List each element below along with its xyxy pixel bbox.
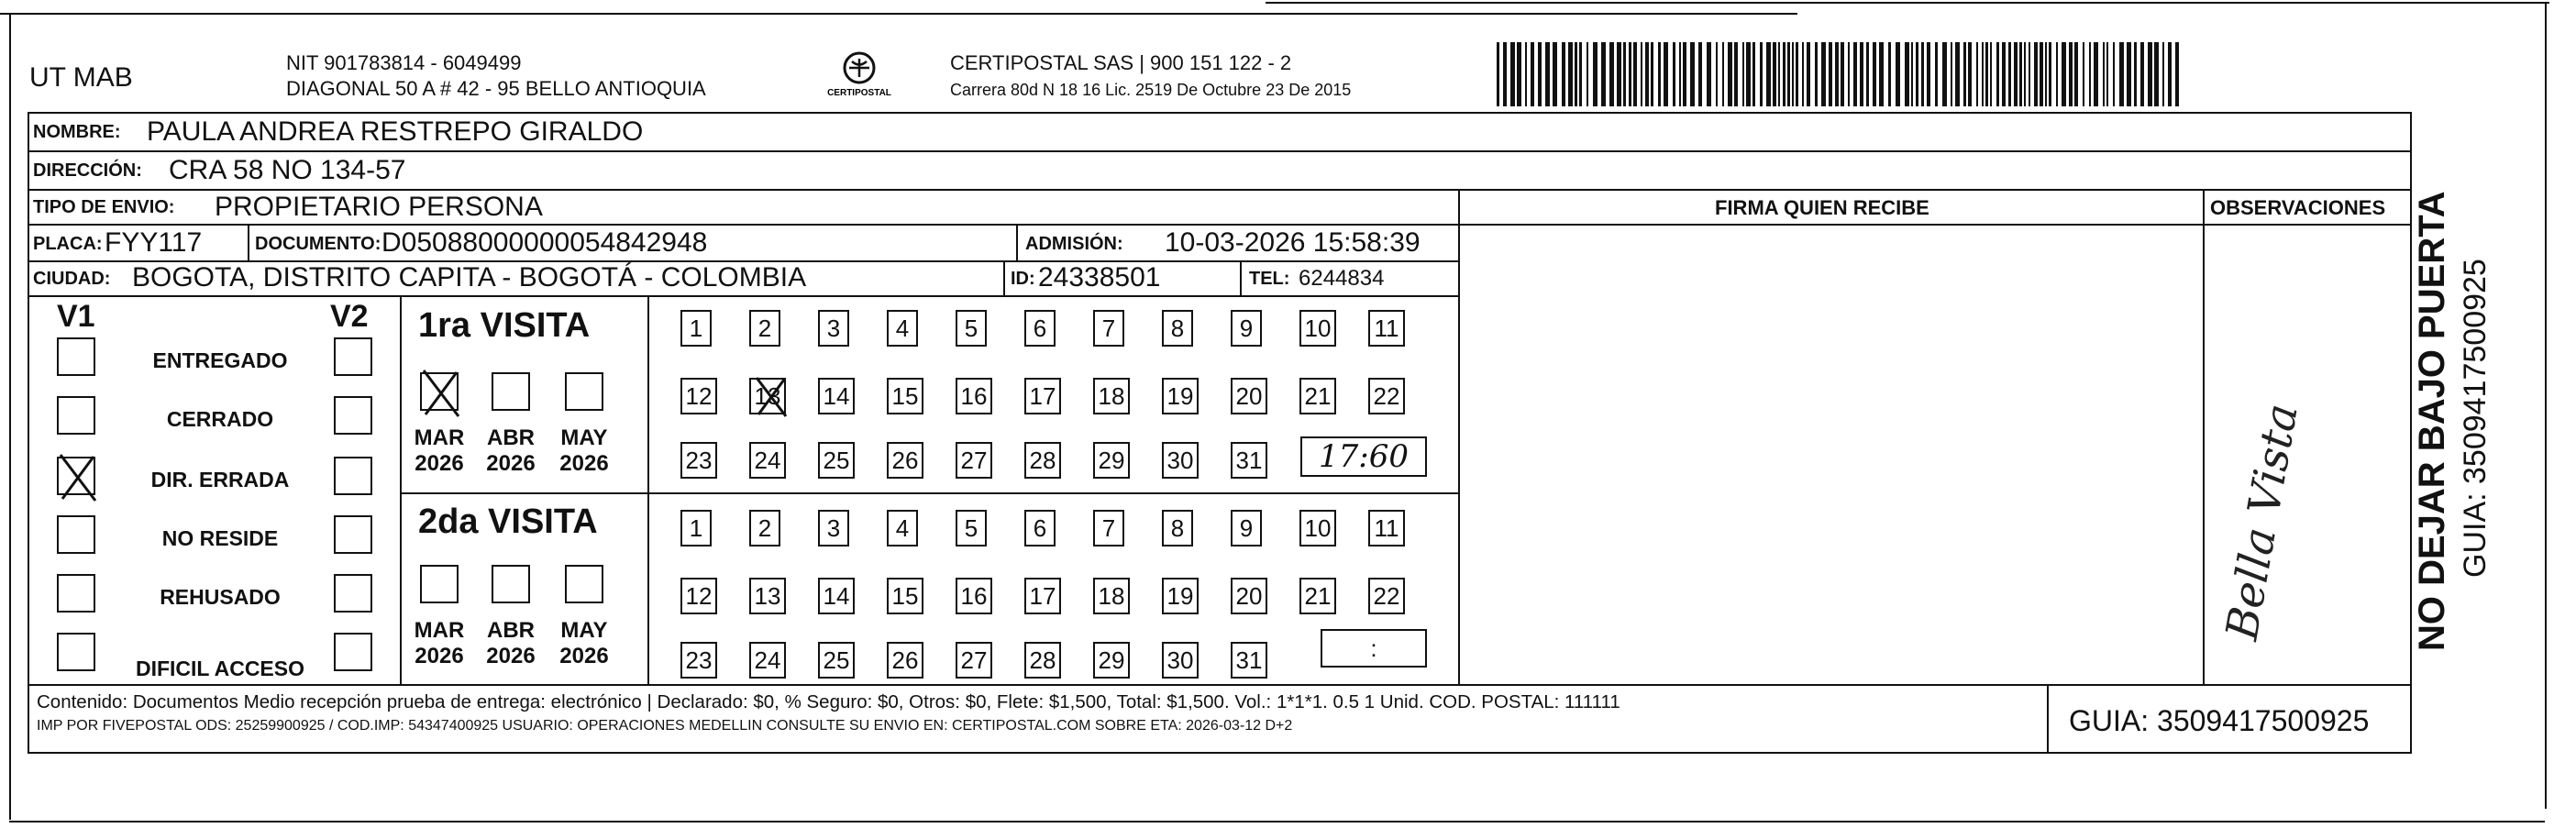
v2-header: V2	[330, 299, 369, 334]
barcode-bar	[2140, 42, 2144, 106]
barcode-bar	[1963, 42, 1966, 106]
barcode-bar	[1545, 42, 1550, 106]
barcode-bar	[1707, 42, 1711, 106]
barcode-bar	[1633, 42, 1637, 106]
barcode-bar	[1698, 42, 1702, 106]
v2-checkbox-no-reside[interactable]	[334, 515, 372, 554]
second-visit-label: 2da VISITA	[418, 502, 598, 541]
barcode-bar	[1802, 42, 1804, 106]
days-1-day-12[interactable]: 12	[680, 378, 717, 414]
days-1-day-23[interactable]: 23	[680, 442, 717, 479]
barcode-bar	[1497, 42, 1499, 106]
barcode-bar	[1976, 42, 1978, 106]
svg-text:CERTIPOSTAL: CERTIPOSTAL	[827, 88, 891, 98]
days-2-day-22[interactable]: 22	[1368, 578, 1405, 614]
days-2-day-17[interactable]: 17	[1024, 578, 1061, 614]
barcode-bar	[1807, 42, 1810, 106]
days-2-day-20[interactable]: 20	[1231, 578, 1267, 614]
barcode-bar	[1510, 42, 1515, 106]
months-1-year-abr: 2026	[486, 451, 536, 476]
days-1-day-7[interactable]: 7	[1093, 310, 1124, 347]
barcode-bar	[2029, 42, 2030, 106]
barcode-bar	[1517, 42, 1521, 106]
barcode-bar	[1866, 42, 1869, 106]
v1-checkbox-dificil-acceso[interactable]	[57, 633, 95, 671]
days-1-day-4[interactable]: 4	[887, 310, 918, 347]
tipo-envio-value: PROPIETARIO PERSONA	[215, 192, 543, 222]
barcode-bar	[1673, 42, 1675, 106]
status-label-entregado: ENTREGADO	[152, 348, 288, 372]
barcode	[1497, 42, 2180, 106]
months-1-checkbox-may[interactable]	[565, 372, 603, 411]
barcode-bar	[2106, 42, 2108, 106]
barcode-bar	[1815, 42, 1818, 106]
barcode-bar	[1538, 42, 1542, 106]
barcode-bar	[2094, 42, 2098, 106]
days-2-day-18[interactable]: 18	[1093, 578, 1130, 614]
barcode-bar	[2103, 42, 2105, 106]
days-1-day-27[interactable]: 27	[956, 442, 992, 479]
barcode-bar	[1645, 42, 1649, 106]
days-1-day-31[interactable]: 31	[1231, 442, 1267, 479]
days-1-day-30[interactable]: 30	[1162, 442, 1199, 479]
months-1-checkbox-abr[interactable]	[492, 372, 530, 411]
barcode-bar	[2074, 42, 2078, 106]
months-1-label-may: MAY	[560, 425, 608, 450]
top-border	[0, 13, 1797, 15]
time-placeholder-2: :	[1370, 634, 1377, 662]
right-border	[2545, 2, 2547, 809]
months-2-checkbox-may[interactable]	[565, 565, 603, 603]
v1-checkbox-entregado[interactable]	[57, 337, 95, 376]
barcode-bar	[2083, 42, 2084, 106]
days-2-day-7[interactable]: 7	[1093, 510, 1124, 546]
barcode-bar	[1942, 42, 1947, 106]
barcode-bar	[1773, 42, 1776, 106]
months-2-year-mar: 2026	[415, 644, 464, 668]
barcode-bar	[1766, 42, 1771, 106]
days-1-day-20[interactable]: 20	[1231, 378, 1267, 414]
v2-checkbox-entregado[interactable]	[334, 337, 372, 376]
barcode-bar	[1783, 42, 1786, 106]
status-label-rehusado: REHUSADO	[160, 585, 281, 609]
days-1-day-28[interactable]: 28	[1024, 442, 1061, 479]
admision-value: 10-03-2026 15:58:39	[1165, 227, 1421, 258]
barcode-bar	[2056, 42, 2058, 106]
days-2-day-15[interactable]: 15	[887, 578, 923, 614]
days-2-day-27[interactable]: 27	[956, 642, 992, 679]
barcode-bar	[1879, 42, 1884, 106]
days-2-day-11[interactable]: 11	[1368, 510, 1405, 546]
days-2-day-24[interactable]: 24	[749, 642, 786, 679]
barcode-bar	[2148, 42, 2152, 106]
left-border	[9, 13, 11, 820]
days-1-day-10[interactable]: 10	[1299, 310, 1336, 347]
days-1-day-15[interactable]: 15	[887, 378, 923, 414]
barcode-bar	[1796, 42, 1798, 106]
status-label-no-reside: NO RESIDE	[161, 526, 279, 550]
barcode-bar	[1752, 42, 1755, 106]
documento-value: D05088000000054842948	[381, 227, 708, 258]
barcode-bar	[1531, 42, 1534, 106]
months-2-checkbox-abr[interactable]	[492, 565, 530, 603]
barcode-bar	[2069, 42, 2073, 106]
barcode-bar	[1896, 42, 1900, 106]
days-2-day-13[interactable]: 13	[749, 578, 786, 614]
barcode-bar	[2040, 42, 2043, 106]
days-1-day-18[interactable]: 18	[1093, 378, 1130, 414]
days-2-day-28[interactable]: 28	[1024, 642, 1061, 679]
barcode-bar	[1641, 42, 1642, 106]
barcode-bar	[1990, 42, 1992, 106]
months-1-checkbox-mar[interactable]	[420, 372, 459, 411]
days-2-day-31[interactable]: 31	[1231, 642, 1267, 679]
barcode-bar	[2062, 42, 2066, 106]
barcode-bar	[1562, 42, 1565, 106]
status-label-dir-errada: DIR. ERRADA	[150, 468, 290, 491]
bottom-border	[9, 821, 2545, 822]
barcode-bar	[1935, 42, 1938, 106]
barcode-bar	[2045, 42, 2047, 106]
days-2-day-10[interactable]: 10	[1299, 510, 1336, 546]
direccion-value: CRA 58 NO 134-57	[169, 155, 406, 185]
carrier-line2: Carrera 80d N 18 16 Lic. 2519 De Octubre 23 De 2015	[950, 81, 1352, 99]
months-2-label-mar: MAR	[414, 618, 465, 643]
signature	[2201, 367, 2308, 660]
barcode-bar	[2175, 42, 2179, 106]
side-warning: NO DEJAR BAJO PUERTA	[2412, 191, 2452, 651]
footer-guia: GUIA: 3509417500925	[2069, 704, 2370, 737]
barcode-bar	[1623, 42, 1626, 106]
observaciones-header: OBSERVACIONES	[2210, 196, 2386, 219]
barcode-bar	[2119, 42, 2124, 106]
barcode-bar	[1629, 42, 1631, 106]
barcode-bar	[1503, 42, 1507, 106]
months-2-label-may: MAY	[560, 618, 608, 643]
days-1-day-19[interactable]: 19	[1162, 378, 1199, 414]
barcode-bar	[2168, 42, 2172, 106]
barcode-bar	[1760, 42, 1763, 106]
days-2-day-12[interactable]: 12	[680, 578, 717, 614]
barcode-bar	[1664, 42, 1668, 106]
footer-line2: IMP POR FIVEPOSTAL ODS: 25259900925 / COD.IMP: 54347400925 USUARIO: OPERACIONES MEDELLIN CONSULTE SU ENVIO EN: CERTIPOSTAL.COM SOBRE ETA: 2026-03-12 D+2	[37, 718, 1293, 734]
barcode-bar	[1927, 42, 1930, 106]
barcode-bar	[1955, 42, 1960, 106]
days-1-day-3[interactable]: 3	[818, 310, 849, 347]
barcode-bar	[1911, 42, 1913, 106]
v2-checkbox-cerrado[interactable]	[334, 396, 372, 435]
months-2-year-abr: 2026	[486, 644, 536, 668]
days-1-day-2[interactable]: 2	[749, 310, 780, 347]
days-2-day-21[interactable]: 21	[1299, 578, 1336, 614]
barcode-bar	[1742, 42, 1744, 106]
months-2-label-abr: ABR	[487, 618, 535, 643]
days-2-day-30[interactable]: 30	[1162, 642, 1199, 679]
barcode-bar	[2024, 42, 2026, 106]
barcode-bar	[1916, 42, 1918, 106]
v1-checkbox-dir-errada[interactable]	[57, 457, 95, 495]
barcode-bar	[1575, 42, 1577, 106]
barcode-bar	[1853, 42, 1857, 106]
sender-nit: NIT 901783814 - 6049499	[286, 51, 522, 74]
months-1-year-mar: 2026	[415, 451, 464, 476]
first-visit-label: 1ra VISITA	[418, 306, 591, 345]
barcode-bar	[1651, 42, 1653, 106]
sender-name: UT MAB	[29, 62, 133, 93]
v2-checkbox-dificil-acceso[interactable]	[334, 633, 372, 671]
barcode-bar	[1601, 42, 1606, 106]
carrier-line1: CERTIPOSTAL SAS | 900 151 122 - 2	[950, 51, 1292, 74]
documento-label: DOCUMENTO:	[255, 234, 381, 254]
barcode-bar	[1778, 42, 1780, 106]
tel-value: 6244834	[1299, 266, 1385, 291]
barcode-bar	[1951, 42, 1952, 106]
days-1-day-22[interactable]: 22	[1368, 378, 1405, 414]
barcode-bar	[1985, 42, 1988, 106]
barcode-bar	[2014, 42, 2018, 106]
footer-line1: Contenido: Documentos Medio recepción prueba de entrega: electrónico | Declarado: $0, % Seguro: $0, Otros: $0, Flete: $1,500, Total: $1,500. Vol.: 1*1*1. 0.5 1 Unid. COD. POSTAL: 111111	[37, 691, 1620, 712]
direccion-label: DIRECCIÓN:	[33, 160, 142, 181]
placa-value: FYY117	[105, 227, 203, 258]
barcode-bar	[1617, 42, 1621, 106]
days-2-day-2[interactable]: 2	[749, 510, 780, 546]
barcode-bar	[1609, 42, 1614, 106]
barcode-bar	[1996, 42, 1999, 106]
nombre-value: PAULA ANDREA RESTREPO GIRALDO	[147, 116, 644, 147]
days-2-day-4[interactable]: 4	[887, 510, 918, 546]
time-handwritten-1: 17:60	[1319, 438, 1409, 475]
barcode-bar	[1679, 42, 1681, 106]
days-1-day-29[interactable]: 29	[1093, 442, 1130, 479]
barcode-bar	[2049, 42, 2051, 106]
top-border-right	[1266, 2, 2549, 4]
sender-address: DIAGONAL 50 A # 42 - 95 BELLO ANTIOQUIA	[286, 77, 706, 100]
days-2-day-8[interactable]: 8	[1162, 510, 1193, 546]
barcode-bar	[1722, 42, 1724, 106]
days-1-day-9[interactable]: 9	[1231, 310, 1262, 347]
barcode-bar	[2134, 42, 2137, 106]
months-2-checkbox-mar[interactable]	[420, 565, 459, 603]
status-label-dificil-acceso: DIFICIL ACCESO	[135, 657, 304, 680]
side-guia: GUIA: 3509417500925	[2458, 259, 2493, 578]
nombre-label: NOMBRE:	[33, 122, 121, 142]
days-1-day-1[interactable]: 1	[680, 310, 712, 347]
days-1-day-21[interactable]: 21	[1299, 378, 1336, 414]
days-1-day-25[interactable]: 25	[818, 442, 855, 479]
admision-label: ADMISIÓN:	[1025, 234, 1123, 254]
days-1-day-8[interactable]: 8	[1162, 310, 1193, 347]
v1-checkbox-cerrado[interactable]	[57, 396, 95, 435]
v1-header: V1	[57, 299, 95, 334]
months-2-year-may: 2026	[559, 644, 609, 668]
barcode-bar	[1982, 42, 1984, 106]
v1-checkbox-no-reside[interactable]	[57, 515, 95, 554]
days-2-day-23[interactable]: 23	[680, 642, 717, 679]
svg-text:Bella Vista: Bella Vista	[2216, 400, 2308, 645]
barcode-bar	[1968, 42, 1972, 106]
days-1-day-24[interactable]: 24	[749, 442, 786, 479]
days-2-day-3[interactable]: 3	[818, 510, 849, 546]
days-1-day-13[interactable]: 13	[749, 378, 786, 414]
status-label-cerrado: CERRADO	[166, 407, 274, 431]
firma-header: FIRMA QUIEN RECIBE	[1715, 196, 1929, 219]
barcode-bar	[2113, 42, 2115, 106]
placa-label: PLACA:	[33, 234, 103, 254]
barcode-bar	[2089, 42, 2091, 106]
barcode-bar	[1690, 42, 1695, 106]
tipo-envio-label: TIPO DE ENVIO:	[33, 197, 175, 217]
barcode-bar	[2008, 42, 2011, 106]
ciudad-label: CIUDAD:	[33, 269, 111, 289]
days-2-day-16[interactable]: 16	[956, 578, 992, 614]
barcode-bar	[1792, 42, 1794, 106]
barcode-bar	[1921, 42, 1924, 106]
certipostal-logo	[827, 48, 891, 103]
days-1-day-5[interactable]: 5	[956, 310, 987, 347]
time-box-2[interactable]	[1321, 629, 1427, 668]
ciudad-value: BOGOTA, DISTRITO CAPITA - BOGOTÁ - COLOMBIA	[132, 262, 807, 293]
barcode-bar	[1579, 42, 1582, 106]
days-1-day-16[interactable]: 16	[956, 378, 992, 414]
barcode-bar	[1525, 42, 1527, 106]
months-1-label-mar: MAR	[414, 425, 465, 450]
barcode-bar	[1728, 42, 1732, 106]
days-1-day-11[interactable]: 11	[1368, 310, 1405, 347]
id-value: 24338501	[1038, 262, 1161, 293]
barcode-bar	[1593, 42, 1598, 106]
barcode-bar	[2162, 42, 2164, 106]
barcode-bar	[1568, 42, 1573, 106]
days-2-day-19[interactable]: 19	[1162, 578, 1199, 614]
days-1-day-14[interactable]: 14	[818, 378, 855, 414]
days-2-day-29[interactable]: 29	[1093, 642, 1130, 679]
barcode-bar	[2154, 42, 2159, 106]
barcode-bar	[1553, 42, 1557, 106]
barcode-bar	[2019, 42, 2022, 106]
v2-checkbox-dir-errada[interactable]	[334, 457, 372, 495]
barcode-bar	[1860, 42, 1863, 106]
days-1-day-17[interactable]: 17	[1024, 378, 1061, 414]
days-2-day-1[interactable]: 1	[680, 510, 712, 546]
barcode-bar	[1734, 42, 1738, 106]
v2-checkbox-rehusado[interactable]	[334, 574, 372, 613]
days-2-day-25[interactable]: 25	[818, 642, 855, 679]
barcode-bar	[1787, 42, 1790, 106]
barcode-bar	[1746, 42, 1751, 106]
barcode-bar	[1835, 42, 1839, 106]
barcode-bar	[1888, 42, 1891, 106]
barcode-bar	[1905, 42, 1909, 106]
barcode-bar	[2034, 42, 2038, 106]
barcode-bar	[1716, 42, 1718, 106]
v1-checkbox-rehusado[interactable]	[57, 574, 95, 613]
barcode-bar	[1683, 42, 1686, 106]
months-1-year-may: 2026	[559, 451, 609, 476]
barcode-bar	[1821, 42, 1826, 106]
months-1-label-abr: ABR	[487, 425, 535, 450]
barcode-bar	[1829, 42, 1832, 106]
barcode-bar	[1848, 42, 1850, 106]
days-2-day-5[interactable]: 5	[956, 510, 987, 546]
barcode-bar	[1873, 42, 1876, 106]
barcode-bar	[2002, 42, 2006, 106]
barcode-bar	[1658, 42, 1661, 106]
tel-label: TEL:	[1249, 269, 1290, 289]
barcode-bar	[1841, 42, 1844, 106]
time-box-1[interactable]	[1300, 436, 1427, 477]
id-label: ID:	[1011, 269, 1035, 289]
days-2-day-9[interactable]: 9	[1231, 510, 1262, 546]
days-1-day-6[interactable]: 6	[1024, 310, 1056, 347]
days-2-day-6[interactable]: 6	[1024, 510, 1056, 546]
days-2-day-26[interactable]: 26	[887, 642, 923, 679]
days-1-day-26[interactable]: 26	[887, 442, 923, 479]
days-2-day-14[interactable]: 14	[818, 578, 855, 614]
barcode-bar	[1587, 42, 1588, 106]
barcode-bar	[2127, 42, 2131, 106]
